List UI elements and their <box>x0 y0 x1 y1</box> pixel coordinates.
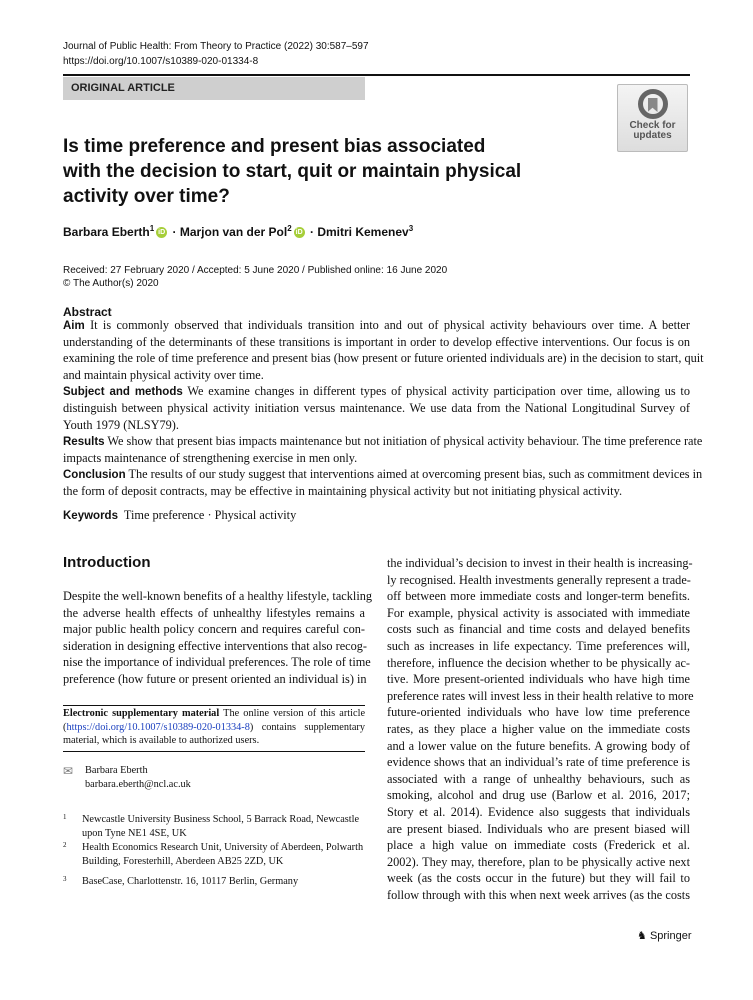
abstract-text: It is commonly observed that individuals transition into and out of physical activity behaviours over time. A better <box>90 318 690 332</box>
check-for-updates-badge[interactable] <box>617 84 688 152</box>
affiliation-number: 1 <box>63 813 67 821</box>
text-line: and a lower value on the future benefits. A growing body of <box>387 738 690 753</box>
abstract-text: and maintain physical activity over time. <box>63 367 264 382</box>
author-name[interactable]: Marjon van der Pol <box>179 225 288 239</box>
correspondence <box>63 764 191 790</box>
orcid-icon[interactable]: iD <box>158 229 166 237</box>
abstract-text: examining the role of time preference and present bias (how present or future oriented individuals are) in the decision to start, quit <box>63 351 704 366</box>
text-line: week (as the costs occur in the future) but they will fail to <box>387 871 690 886</box>
paper-title <box>63 134 533 209</box>
author-name[interactable]: Dmitri Kemenev <box>317 225 409 239</box>
text-line: 2002). They may, therefore, plan to be physically active next <box>387 854 690 869</box>
text-line: follow through with this when next week arrives (as the costs <box>387 887 690 902</box>
keywords <box>63 508 296 523</box>
abstract-line <box>63 483 690 500</box>
abstract-text: We examine changes in different types of physical activity participation over time, allowing us to <box>187 384 690 399</box>
supplementary-note: Electronic supplementary material The online version of this article (https://doi.org/10.1007/s10389-020-01334-8) contains supplementary material, which is available to authorized users. <box>63 708 366 746</box>
abstract-section-label: Subject and methods <box>63 386 183 399</box>
journal-citation: Journal of Public Health: From Theory to Practice (2022) 30:587–597 <box>63 41 369 52</box>
title-line: with the decision to start, quit or maintain physical <box>63 161 522 182</box>
affiliation-text: Health Economics Research Unit, University of Aberdeen, Polwarth <box>82 842 364 853</box>
affiliation-marker: 3 <box>408 224 414 233</box>
supplementary-link[interactable]: https://doi.org/10.1007/s10389-020-01334-8 <box>66 721 250 733</box>
abstract-section-label: Results <box>63 436 105 449</box>
email-link[interactable]: barbara.eberth@ncl.ac.uk <box>85 779 191 790</box>
affiliation <box>63 813 365 841</box>
text-line: tive. More present-oriented individuals who have high time <box>387 672 690 687</box>
divider <box>63 751 365 752</box>
text-line: Story et al. 2014). Evidence also suggests that individuals <box>387 804 690 819</box>
intro-right-column <box>387 555 694 903</box>
abstract-text: impacts maintenance of strengthening exercise in men only. <box>63 450 358 465</box>
abstract-line <box>63 350 704 367</box>
text-line: For example, physical activity is associated with immediate <box>387 605 690 620</box>
affiliation <box>63 875 365 889</box>
abstract-text: the form of deposit contracts, may be effective in maintaining physical activity but not initiating physical activity. <box>63 483 623 498</box>
article-type-banner: ORIGINAL ARTICLE <box>63 77 365 100</box>
affiliation-text: BaseCase, Charlottenstr. 16, 10117 Berlin, Germany <box>82 876 299 887</box>
text-line: smoking, alcohol and drug use (Barlow et al. 2016, 2017; <box>387 788 690 803</box>
abstract-line <box>63 367 690 384</box>
abstract-text: understanding of the determinants of these transitions is important in order to develop effective interventions. Our focus is on <box>63 334 690 349</box>
affiliation-number: 3 <box>63 875 67 883</box>
author-list <box>63 224 413 239</box>
abstract-text: We show that present bias impacts maintenance but not initiation of physical activity behaviour. The time preference rate <box>107 434 703 449</box>
introduction-heading: Introduction <box>63 554 151 571</box>
text-line: the individual’s decision to invest in their health is increasing- <box>387 556 693 570</box>
intro-left-column <box>63 588 373 688</box>
keywords-label: Keywords <box>63 510 118 522</box>
text-line: ly recognised. Health investments generally represent a trade- <box>387 572 691 587</box>
affiliation-text: Newcastle University Business School, 5 Barrack Road, Newcastle <box>82 814 360 825</box>
supplementary-label: Electronic supplementary material <box>63 708 220 719</box>
abstract-line <box>63 317 690 334</box>
text-line: therefore, influence the decision whether to be physically ac- <box>387 655 690 670</box>
text-line: nise the importance of individual preferences. The role of time <box>63 655 371 670</box>
affiliation-number: 2 <box>63 841 67 849</box>
header-rule <box>63 74 690 76</box>
abstract-line <box>63 334 690 351</box>
text-line: Despite the well-known benefits of a healthy lifestyle, tackling <box>63 589 373 603</box>
abstract-text: The results of our study suggest that interventions aimed at overcoming present bias, such as commitment devices in <box>128 467 703 482</box>
abstract-line <box>63 383 690 400</box>
abstract-line <box>63 400 690 417</box>
doi[interactable]: https://doi.org/10.1007/s10389-020-01334-8 <box>63 56 259 67</box>
separator: · <box>169 225 180 239</box>
orcid-icon[interactable]: iD <box>295 229 303 237</box>
affiliation <box>63 841 365 869</box>
text-line: such as increases in life expectancy. Time preferences will, <box>387 638 690 653</box>
text-line: off between more immediate costs and longer-term benefits. <box>387 589 690 604</box>
text-line: evidence shows that an individual’s rate of time preference is <box>387 755 690 770</box>
abstract-line <box>63 433 703 450</box>
abstract-body <box>63 317 704 500</box>
affiliation-marker: 2 <box>287 224 292 233</box>
abstract-section-label: Conclusion <box>63 469 126 482</box>
abstract-text: Youth 1979 (NLSY79). <box>63 417 179 432</box>
divider <box>63 705 365 706</box>
supplementary-text: material, which is available to authorized users. <box>63 735 260 746</box>
affiliation-text: upon Tyne NE1 4SE, UK <box>82 828 187 839</box>
springer-logo <box>637 929 692 942</box>
text-line: preference (how future or present oriented an individual is) in <box>63 671 367 686</box>
affiliation-text: Building, Foresterhill, Aberdeen AB25 2ZD, UK <box>82 856 284 867</box>
text-line: rates, as they place a higher value on the immediate costs <box>387 721 690 736</box>
title-line: activity over time? <box>63 186 230 207</box>
author-name[interactable]: Barbara Eberth <box>63 225 150 239</box>
abstract-section-label: Aim <box>63 320 85 332</box>
abstract-line <box>63 466 703 483</box>
abstract-text: distinguish between physical activity initiation versus maintenance. We use data from the National Longitudinal Survey of <box>63 400 690 415</box>
springer-horse-icon: ♞ <box>637 930 647 942</box>
text-line: are present biased. Individuals who are present biased will <box>387 821 690 836</box>
badge-text: Check for <box>629 120 676 131</box>
text-line: associated with a range of unhealthy behaviours, such as <box>387 771 690 786</box>
supplementary-text: ) contains supplementary <box>249 721 365 733</box>
text-line: place a high value on immediate costs (Frederick et al. <box>387 838 690 853</box>
publication-dates: Received: 27 February 2020 / Accepted: 5 June 2020 / Published online: 16 June 2020 <box>63 265 448 276</box>
corresponding-author: Barbara Eberth <box>85 765 148 776</box>
text-line: preference rates will invest less in their health relative to more <box>387 688 694 703</box>
bookmark-icon <box>638 89 668 119</box>
abstract-line <box>63 450 690 467</box>
text-line: major public health policy concern and requires careful con- <box>63 622 365 637</box>
badge-text: updates <box>633 130 672 141</box>
text-line: sideration in designing effective interventions that also recog- <box>63 638 368 653</box>
text-line: costs such as financial and time costs and delayed benefits <box>387 622 690 637</box>
publisher-name: Springer <box>649 930 692 942</box>
title-line: Is time preference and present bias associated <box>63 136 486 157</box>
keywords-text: Time preference · Physical activity <box>123 508 297 522</box>
abstract-heading: Abstract <box>63 305 112 319</box>
abstract-line <box>63 417 690 434</box>
text-line: future-oriented individuals who have low time preference <box>387 705 690 720</box>
affiliation-marker: 1 <box>149 224 155 233</box>
copyright: © The Author(s) 2020 <box>63 278 159 289</box>
separator: · <box>306 225 318 239</box>
text-line: the adverse health effects of unhealthy lifestyles remains a <box>63 605 365 620</box>
supplementary-text: The online version of this article <box>223 708 366 719</box>
envelope-icon: ✉ <box>63 764 74 778</box>
